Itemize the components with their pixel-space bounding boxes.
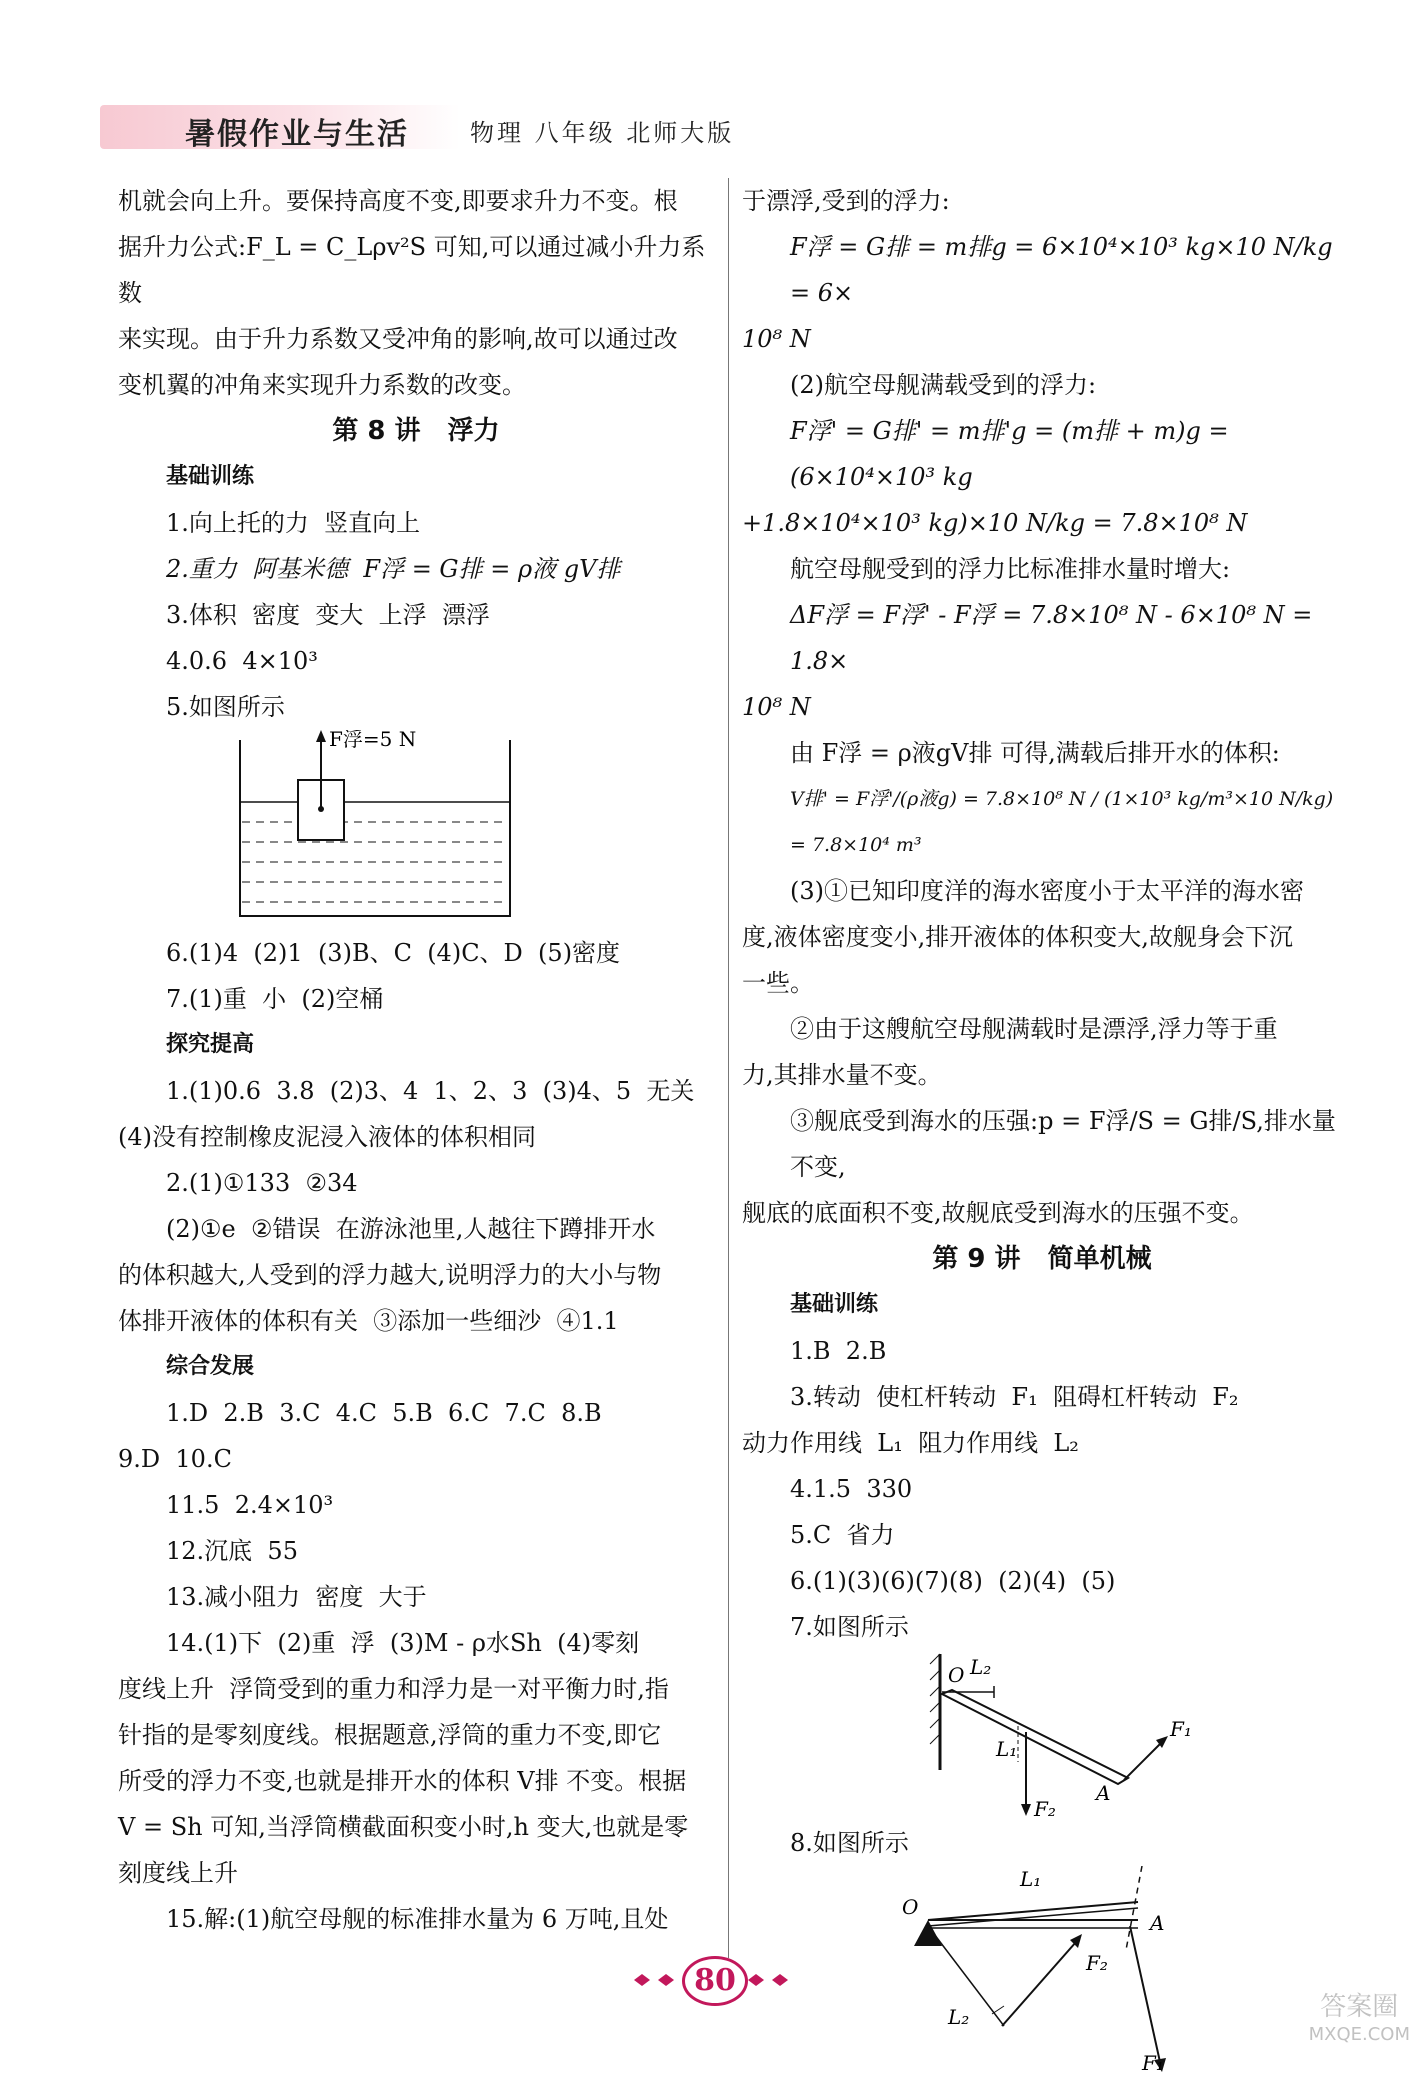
answer-line: 2.(1)①133 ②34 [166,1169,358,1197]
watermark-url: MXQE.COM [1308,2024,1410,2045]
text-line: 据升力公式:F_L = C_Lρv²S 可知,可以通过减小升力系数 [118,233,706,307]
answer-line: 2.重力 阿基米德 F浮 = G排 = ρ液 gV排 [166,555,621,583]
answer-line: 12.沉底 55 [166,1537,298,1565]
answer-line: 15.解:(1)航空母舰的标准排水量为 6 万吨,且处 [166,1905,669,1933]
answer-line: 针指的是零刻度线。根据题意,浮筒的重力不变,即它 [118,1721,662,1749]
answer-line: 的体积越大,人受到的浮力越大,说明浮力的大小与物 [118,1261,662,1289]
fig7-label-F2: F₂ [1034,1797,1056,1820]
answer-line: 1.B 2.B [790,1337,887,1365]
subsection-basic: 基础训练 [166,464,255,489]
fig7-label-L2: L₂ [970,1655,992,1679]
answer-line: 9.D 10.C [118,1445,232,1473]
buoyancy-figure [118,730,714,930]
answer-line: 一些。 [742,969,814,997]
left-column [118,178,714,1942]
answer-line: 所受的浮力不变,也就是排开水的体积 V排 不变。根据 [118,1767,687,1795]
lever-diagram-7 [742,1650,1342,1820]
answer-line: 刻度线上升 [118,1859,238,1887]
fig8-label-O: O [902,1895,919,1919]
answer-line: 体排开液体的体积有关 ③添加一些细沙 ④1.1 [118,1307,619,1335]
answer-line: V = Sh 可知,当浮筒横截面积变小时,h 变大,也就是零 [118,1813,689,1841]
book-subtitle: 物理 八年级 北师大版 [470,119,735,147]
answer-line: 11.5 2.4×10³ [166,1491,334,1519]
answer-line: 航空母舰受到的浮力比标准排水量时增大: [790,555,1231,583]
answer-line: 5.如图所示 [166,693,285,721]
formula-line: V排' = F浮'/(ρ液g) = 7.8×10⁸ N / (1×10³ kg/m³×10 N/kg) = 7.8×10⁴ m³ [790,788,1340,856]
watermark [1309,1993,1410,2049]
page-header [100,95,1380,157]
formula-line: 10⁸ N [742,325,811,353]
book-title: 暑假作业与生活 [185,117,409,152]
answer-line: 度线上升 浮筒受到的重力和浮力是一对平衡力时,指 [118,1675,669,1703]
buoyancy-diagram [118,730,714,930]
subsection-basic: 基础训练 [790,1292,879,1317]
answer-line: 4.1.5 330 [790,1475,913,1503]
fig8-label-F2: F₂ [1086,1951,1108,1975]
answer-line: 6.(1)4 (2)1 (3)B、C (4)C、D (5)密度 [166,939,621,967]
answer-line: 1.D 2.B 3.C 4.C 5.B 6.C 7.C 8.B [166,1399,602,1427]
fig8-label-L1: L₁ [1020,1867,1042,1891]
fig7-label-O: O [948,1663,965,1687]
formula-line: ΔF浮 = F浮' - F浮 = 7.8×10⁸ N - 6×10⁸ N = 1.8× [790,601,1320,675]
formula-line: 10⁸ N [742,693,811,721]
answer-line: (4)没有控制橡皮泥浸入液体的体积相同 [118,1123,536,1151]
text-line: 来实现。由于升力系数又受冲角的影响,故可以通过改 [118,325,678,353]
force-label: F浮=5 N [329,730,417,751]
section-title-9: 第 9 讲 简单机械 [932,1244,1152,1274]
answer-line: (3)①已知印度洋的海水密度小于太平洋的海水密 [790,877,1304,905]
column-divider [728,178,729,1958]
right-column [742,178,1342,2076]
answer-line: 3.体积 密度 变大 上浮 漂浮 [166,601,490,629]
subsection-explore: 探究提高 [166,1032,255,1057]
answer-line: (2)①e ②错误 在游泳池里,人越往下蹲排开水 [166,1215,656,1243]
answer-line: 度,液体密度变小,排开液体的体积变大,故舰身会下沉 [742,923,1293,951]
text-line: 变机翼的冲角来实现升力系数的改变。 [118,371,526,399]
answer-line: ③舰底受到海水的压强:p = F浮/S = G排/S,排水量不变, [790,1107,1336,1181]
answer-line: ②由于这艘航空母舰满载时是漂浮,浮力等于重 [790,1015,1278,1043]
answer-line: 7.(1)重 小 (2)空桶 [166,985,384,1013]
subsection-comprehensive: 综合发展 [166,1354,255,1379]
section-title-8: 第 8 讲 浮力 [332,416,500,446]
answer-line: 1.向上托的力 竖直向上 [166,509,421,537]
answer-line: 力,其排水量不变。 [742,1061,942,1089]
fig7-label-F1: F₁ [1170,1717,1192,1741]
answer-line: (2)航空母舰满载受到的浮力: [790,371,1097,399]
answer-line: 3.转动 使杠杆转动 F₁ 阻碍杠杆转动 F₂ [790,1383,1239,1411]
fig8-label-L2: L₂ [948,2005,970,2029]
formula-line: F浮 = G排 = m排g = 6×10⁴×10³ kg×10 N/kg = 6× [790,233,1341,307]
lever-diagram-8 [742,1866,1342,2076]
lever-figure-8 [742,1866,1342,2076]
answer-line: 8.如图所示 [790,1829,909,1857]
page-number-value: 80 [682,1956,748,2006]
text-line: 机就会向上升。要保持高度不变,即要求升力不变。根 [118,187,678,215]
page-number [614,1950,808,2010]
watermark-cn: 答案圈 [1320,1992,1399,2022]
answer-line: 14.(1)下 (2)重 浮 (3)M - ρ水Sh (4)零刻 [166,1629,640,1657]
answer-line: 4.0.6 4×10³ [166,647,318,675]
answer-line: 6.(1)(3)(6)(7)(8) (2)(4) (5) [790,1567,1116,1595]
formula-line: +1.8×10⁴×10³ kg)×10 N/kg = 7.8×10⁸ N [742,509,1248,537]
answer-line: 7.如图所示 [790,1613,909,1641]
answer-line: 于漂浮,受到的浮力: [742,187,950,215]
fig8-label-F1: F₁ [1142,2051,1164,2075]
answer-line: 5.C 省力 [790,1521,895,1549]
answer-line: 舰底的底面积不变,故舰底受到海水的压强不变。 [742,1199,1254,1227]
answer-line: 13.减小阻力 密度 大于 [166,1583,427,1611]
formula-line: F浮' = G排' = m排'g = (m排 + m)g = (6×10⁴×10³ kg [790,417,1237,491]
answer-line: 动力作用线 L₁ 阻力作用线 L₂ [742,1429,1079,1457]
lever-figure-7 [742,1650,1342,1820]
fig8-label-A: A [1150,1911,1165,1935]
fig7-label-A: A [1096,1781,1111,1805]
answer-line: 1.(1)0.6 3.8 (2)3、4 1、2、3 (3)4、5 无关 [166,1077,695,1105]
answer-line: 由 F浮 = ρ液gV排 可得,满载后排开水的体积: [790,739,1280,767]
fig7-label-L1: L₁ [996,1737,1018,1761]
